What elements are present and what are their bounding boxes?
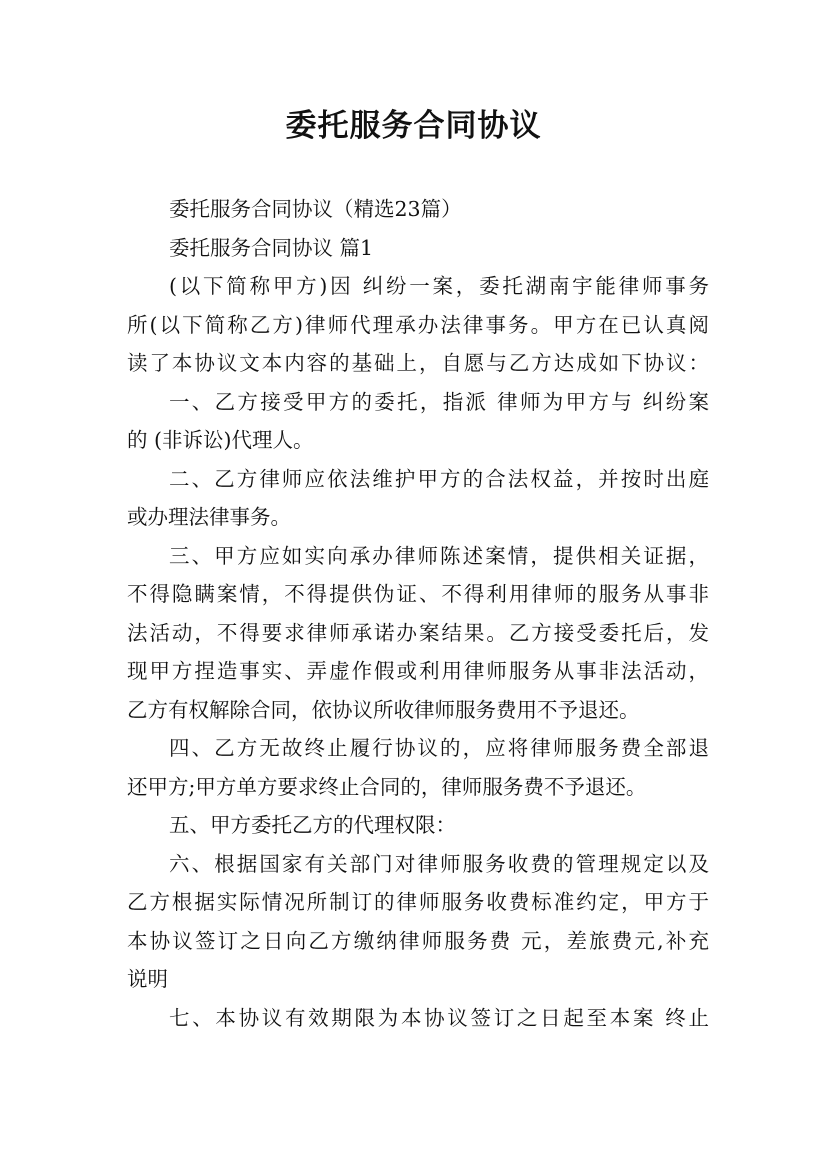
body-line: 七、本协议有效期限为本协议签订之日起至本案 终止 [169,1005,709,1030]
body-line: 法活动，不得要求律师承诺办案结果。乙方接受委托后，发 [127,620,709,645]
body-line: 委托服务合同协议（精选23篇） [169,197,462,221]
body-line: 四、乙方无故终止履行协议的，应将律师服务费全部退 [169,736,709,760]
body-line: 二、乙方律师应依法维护甲方的合法权益，并按时出庭 [169,466,709,491]
body-line: 乙方有权解除合同，依协议所收律师服务费用不予退还。 [127,697,640,722]
body-line: 一、乙方接受甲方的委托，指派 律师为甲方与 纠纷案 [169,389,709,414]
body-line: 不得隐瞒案情，不得提供伪证、不得利用律师的服务从事非 [127,582,709,606]
document-title: 委托服务合同协议 [285,108,542,144]
document-body [127,190,709,1037]
body-line: 五、甲方委托乙方的代理权限： [169,813,456,837]
body-line: 现甲方捏造事实、弄虚作假或利用律师服务从事非法活动， [127,659,709,683]
body-line: 所(以下简称乙方)律师代理承办法律事务。甲方在已认真阅 [127,312,709,337]
body-line: 的 (非诉讼)代理人。 [127,428,314,452]
body-line: 委托服务合同协议 篇1 [169,235,374,260]
body-line: 说明 [127,967,168,991]
body-line: 读了本协议文本内容的基础上，自愿与乙方达成如下协议： [127,351,709,375]
body-line: 三、甲方应如实向承办律师陈述案情，提供相关证据， [169,543,709,568]
body-line: 或办理法律事务。 [127,505,291,529]
body-line: 乙方根据实际情况所制订的律师服务收费标准约定，甲方于 [127,890,709,914]
body-line: 还甲方;甲方单方要求终止合同的，律师服务费不予退还。 [127,774,647,799]
body-line: 六、根据国家有关部门对律师服务收费的管理规定以及 [169,851,709,876]
body-line: 本协议签订之日向乙方缴纳律师服务费 元，差旅费元,补充 [127,928,709,953]
body-line: (以下简称甲方)因 纠纷一案，委托湖南宇能律师事务 [169,274,709,298]
